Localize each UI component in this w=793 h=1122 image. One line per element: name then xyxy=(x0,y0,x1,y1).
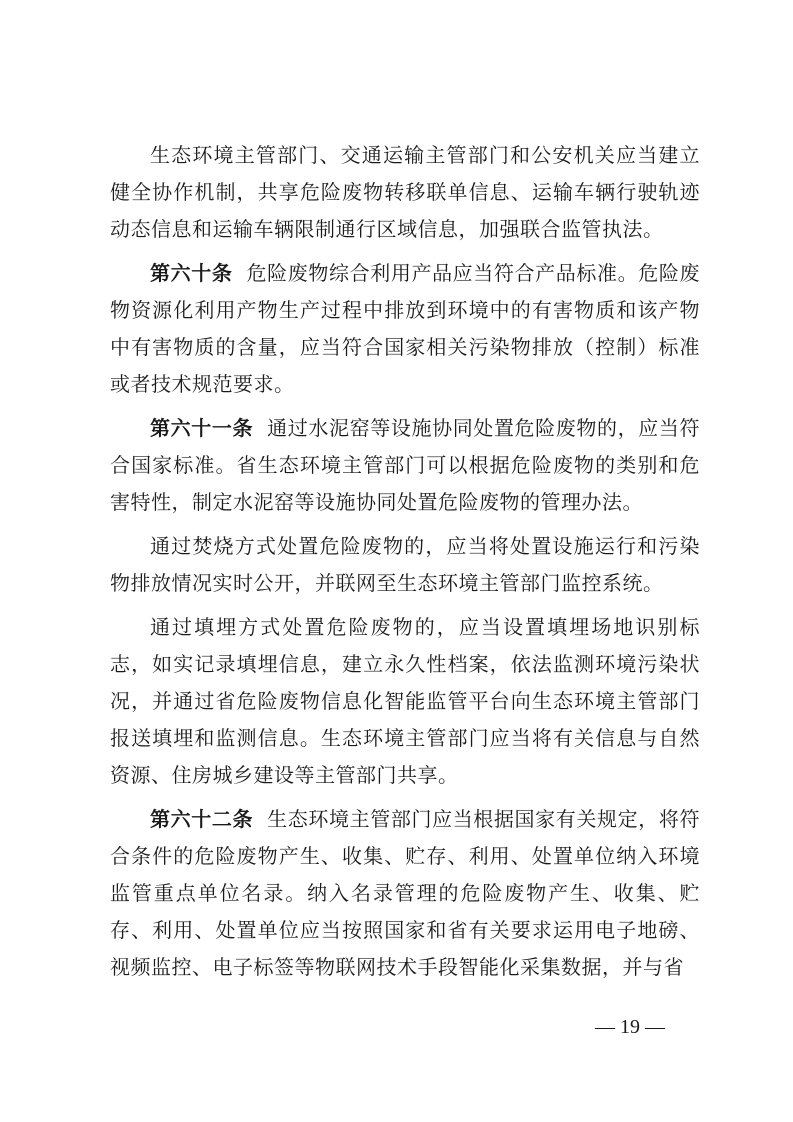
paragraph-3 xyxy=(110,410,700,521)
paragraph-text: 通过水泥窑等设施协同处置危险废物的，应当符合国家标准。省生态环境主管部门可以根据危险废物的类别和危害特性，制定水泥窑等设施协同处置危险废物的管理办法。 xyxy=(110,416,701,514)
paragraph-6 xyxy=(110,801,700,986)
paragraph-text: 危险废物综合利用产品应当符合产品标准。危险废物资源化利用产物生产过程中排放到环境中的有害物质和该产物中有害物质的含量，应当符合国家相关污染物排放（控制）标准或者技术规范要求。 xyxy=(110,261,701,396)
article-heading: 第六十二条 xyxy=(150,807,254,831)
article-heading: 第六十一条 xyxy=(150,416,254,440)
article-heading: 第六十条 xyxy=(150,261,233,285)
paragraph-text: 通过填埋方式处置危险废物的，应当设置填埋场地识别标志，如实记录填埋信息，建立永久性档案，依法监测环境污染状况，并通过省危险废物信息化智能监管平台向生态环境主管部门报送填埋和监测信息。生态环境主管部门应当将有关信息与自然资源、住房城乡建设等主管部门共享。 xyxy=(110,615,700,787)
paragraph-text: 生态环境主管部门应当根据国家有关规定，将符合条件的危险废物产生、收集、贮存、利用、处置单位纳入环境监管重点单位名录。纳入名录管理的危险废物产生、收集、贮存、利用、处置单位应当按照国家和省有关要求运用电子地磅、视频监控、电子标签等物联网技术手段智能化采集数据，并与省 xyxy=(110,807,701,979)
paragraph-1 xyxy=(110,137,700,248)
paragraph-text: 通过焚烧方式处置危险废物的，应当将处置设施运行和污染物排放情况实时公开，并联网至生态环境主管部门监控系统。 xyxy=(110,534,700,595)
page-number: — 19 — xyxy=(595,1016,665,1038)
body-text xyxy=(110,137,700,993)
paragraph-5 xyxy=(110,609,700,794)
paragraph-text: 生态环境主管部门、交通运输主管部门和公安机关应当建立健全协作机制，共享危险废物转移联单信息、运输车辆行驶轨迹动态信息和运输车辆限制通行区域信息，加强联合监管执法。 xyxy=(110,143,700,241)
paragraph-4 xyxy=(110,528,700,602)
paragraph-2 xyxy=(110,255,700,403)
